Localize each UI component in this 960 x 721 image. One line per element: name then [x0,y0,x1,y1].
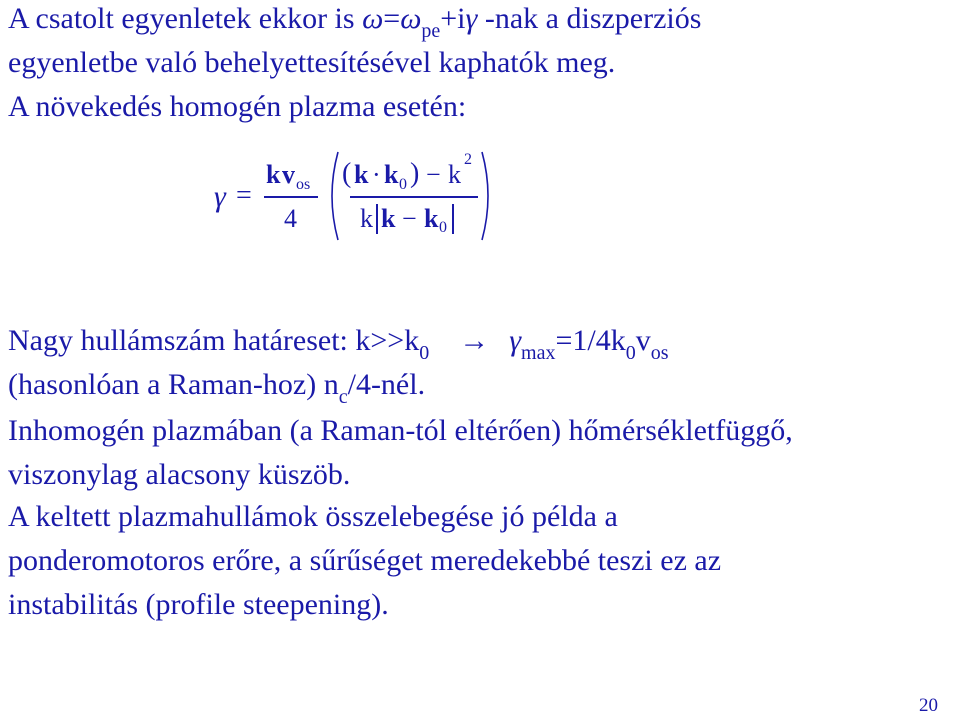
fraction-bar-1 [264,196,318,198]
paragraph-line-7: viszonylag alacsony küszöb. [8,458,351,491]
formula-k-bold-2: k [354,160,369,189]
limit-sub-0b: 0 [625,342,636,364]
raman-text-a: (hasonlóan a Raman-hoz) n [8,368,339,401]
formula-rparen: ) [410,158,420,189]
formula-minus: − [426,160,441,189]
gamma-symbol: γ [465,2,478,35]
formula-sub-os: os [296,176,311,193]
formula-sup-2: 2 [464,151,472,168]
formula-k-bold: k [266,160,281,189]
equals-sign: = [383,2,401,35]
limit-sub-0: 0 [419,342,430,364]
limit-eq: =1/4k [555,324,626,357]
limit-sub-os: os [650,342,669,364]
formula-k-bold-3: k [381,204,396,233]
intro-text-1a: A csatolt egyenletek ekkor is [8,2,363,35]
formula-minus-2: − [402,204,417,233]
formula-k-plain-2: k [360,204,373,233]
arrow-icon: → [459,324,490,357]
formula-four: 4 [284,204,297,233]
paragraph-line-6: Inhomogén plazmában (a Raman-tól eltérően) hőmérsékletfüggő, [8,414,793,447]
omega-symbol: ω [362,2,384,35]
limit-text: Nagy hullámszám határeset: k>>k [8,324,420,357]
formula-sub-0: 0 [399,176,407,193]
limit-gamma: γ [509,324,522,357]
intro-line-3: A növekedés homogén plazma esetén: [8,90,467,123]
abs-bar-right [452,204,454,234]
intro-line-2: egyenletbe való behelyettesítésével kaphatók meg. [8,46,616,79]
formula-k0-bold-2: k [424,204,439,233]
big-left-paren [324,150,340,242]
raman-sub-c: c [338,386,348,408]
formula-lparen: ( [342,158,352,189]
formula-v-bold: v [282,160,295,189]
formula-equals: = [236,180,252,211]
paragraph-line-8: A keltett plazmahullámok összelebegése jó példa a [8,500,618,533]
omega-symbol-2: ω [400,2,422,35]
limit-sub-max: max [521,342,556,364]
big-right-paren [480,150,496,242]
raman-comparison-line [8,368,426,408]
raman-text-b: /4-nél. [347,368,426,401]
subscript-pe: pe [421,20,441,42]
intro-text-1b: -nak a diszperziós [477,2,702,35]
limit-case-line [8,324,669,364]
formula-gamma: γ [214,180,226,213]
formula-k0-bold: k [384,160,399,189]
intro-line-1 [8,2,702,42]
growth-rate-formula [200,150,510,250]
formula-dot: · [372,160,381,189]
abs-bar-left [376,204,378,234]
formula-sub-0b: 0 [439,219,447,236]
paragraph-line-9: ponderomotoros erőre, a sűrűséget meredekebbé teszi ez az [8,544,722,577]
fraction-bar-2 [350,196,478,198]
page-number: 20 [919,695,938,716]
formula-k-plain: k [448,160,461,189]
plus-i: +i [440,2,466,35]
limit-v: v [635,324,651,357]
paragraph-line-10: instabilitás (profile steepening). [8,588,389,621]
